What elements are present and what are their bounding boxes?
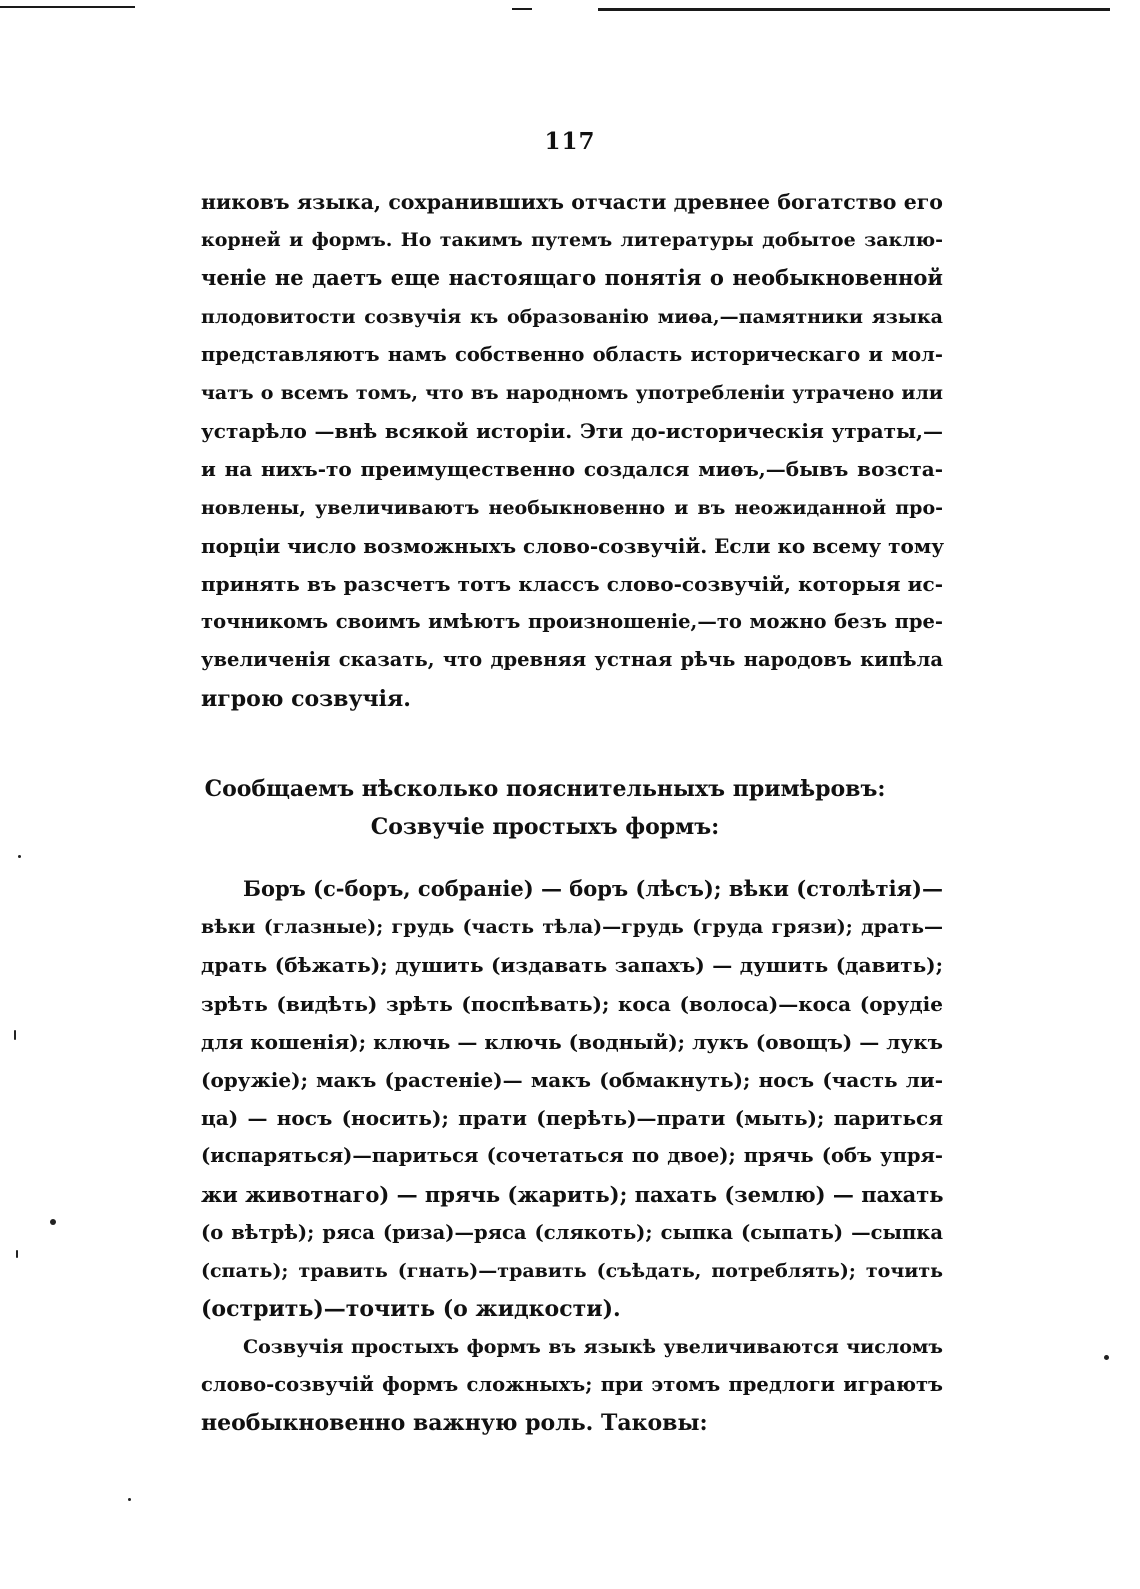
paragraph-1	[201, 183, 943, 718]
text-line: ца) — носъ (носить); прати (перѣть)—прати (мыть); париться	[201, 1106, 943, 1131]
text-line: плодовитости созвучія къ образованію миѳа,—памятники языка	[201, 305, 943, 328]
text-line: принять въ разсчетъ тотъ классъ слово-созвучій, которыя ис-	[201, 572, 943, 597]
text-line: (острить)—точить (о жидкости).	[201, 1296, 621, 1323]
ink-speck	[50, 1219, 56, 1225]
text-line: (оружіе); макъ (растеніе)— макъ (обмакнуть); носъ (часть ли-	[201, 1068, 943, 1093]
top-rule-right	[598, 8, 1110, 11]
text-line: новлены, увеличиваютъ необыкновенно и въ неожиданной про-	[201, 496, 943, 519]
subheading: Созвучіе простыхъ формъ:	[370, 814, 720, 840]
text-line: слово-созвучій формъ сложныхъ; при этомъ предлоги играютъ	[201, 1373, 943, 1397]
text-line: (о вѣтрѣ); ряса (риза)—ряса (слякоть); сыпка (сыпать) —сыпка	[201, 1220, 943, 1244]
text-line: ченіе не даетъ еще настоящаго понятія о необыкновенной	[201, 265, 943, 291]
ink-speck	[16, 1250, 18, 1258]
text-line: представляютъ намъ собственно область историческаго и мол-	[201, 342, 943, 366]
text-line: жи животнаго) — прячь (жарить); пахать (землю) — пахать	[201, 1181, 944, 1207]
text-line: увеличенія сказать, что древняя устная рѣчь народовъ кипѣла	[201, 648, 943, 672]
text-line: чатъ о всемъ томъ, что въ народномъ употребленіи утрачено или	[201, 382, 943, 405]
text-line: необыкновенно важную роль. Таковы:	[201, 1410, 708, 1437]
text-line: точникомъ своимъ имѣютъ произношеніе,—то можно безъ пре-	[201, 610, 943, 634]
top-rule-mid	[512, 8, 532, 10]
text-line: (спать); травить (гнать)—травить (съѣдать, потреблять); точить	[201, 1260, 943, 1283]
paragraph-2	[201, 870, 943, 1328]
text-line: порціи число возможныхъ слово-созвучій. Если ко всему тому	[201, 533, 945, 558]
text-line: и на нихъ-то преимущественно создался миѳъ,—бывъ возста-	[201, 457, 943, 482]
top-rule-left	[0, 6, 135, 8]
paragraph-3	[201, 1328, 943, 1443]
text-line: зрѣть (видѣть) зрѣть (поспѣвать); коса (волоса)—коса (орудіе	[201, 991, 943, 1016]
ink-speck	[14, 1030, 16, 1040]
text-line: Созвучія простыхъ формъ въ языкѣ увеличиваются числомъ	[243, 1336, 943, 1358]
text-line: корней и формъ. Но такимъ путемъ литературы добытое заклю-	[201, 229, 943, 252]
ink-speck	[128, 1498, 131, 1501]
text-line: для кошенія); ключь — ключь (водный); лукъ (овощъ) — лукъ	[201, 1029, 943, 1054]
examples-intro	[0, 770, 1090, 846]
text-line: никовъ языка, сохранившихъ отчасти древнее богатство его	[201, 190, 943, 214]
text-line: устарѣло —внѣ всякой исторіи. Эти до-историческія утраты,—	[201, 419, 943, 444]
ink-speck	[18, 855, 21, 858]
text-line: Боръ (с-боръ, собраніе) — боръ (лѣсъ); вѣки (столѣтія)—	[243, 876, 943, 901]
ink-speck	[1104, 1355, 1109, 1360]
text-line: вѣки (глазные); грудь (часть тѣла)—грудь (груда грязи); драть—	[201, 916, 943, 939]
intro-heading: Сообщаемъ нѣсколько пояснительныхъ примѣровъ:	[204, 776, 886, 802]
text-line: драть (бѣжать); душить (издавать запахъ) — душить (давить);	[201, 953, 943, 978]
page-number: 117	[544, 128, 596, 155]
text-line: игрою созвучія.	[201, 685, 411, 712]
text-line: (испаряться)—париться (сочетаться по двое); прячь (объ упря-	[201, 1144, 943, 1168]
